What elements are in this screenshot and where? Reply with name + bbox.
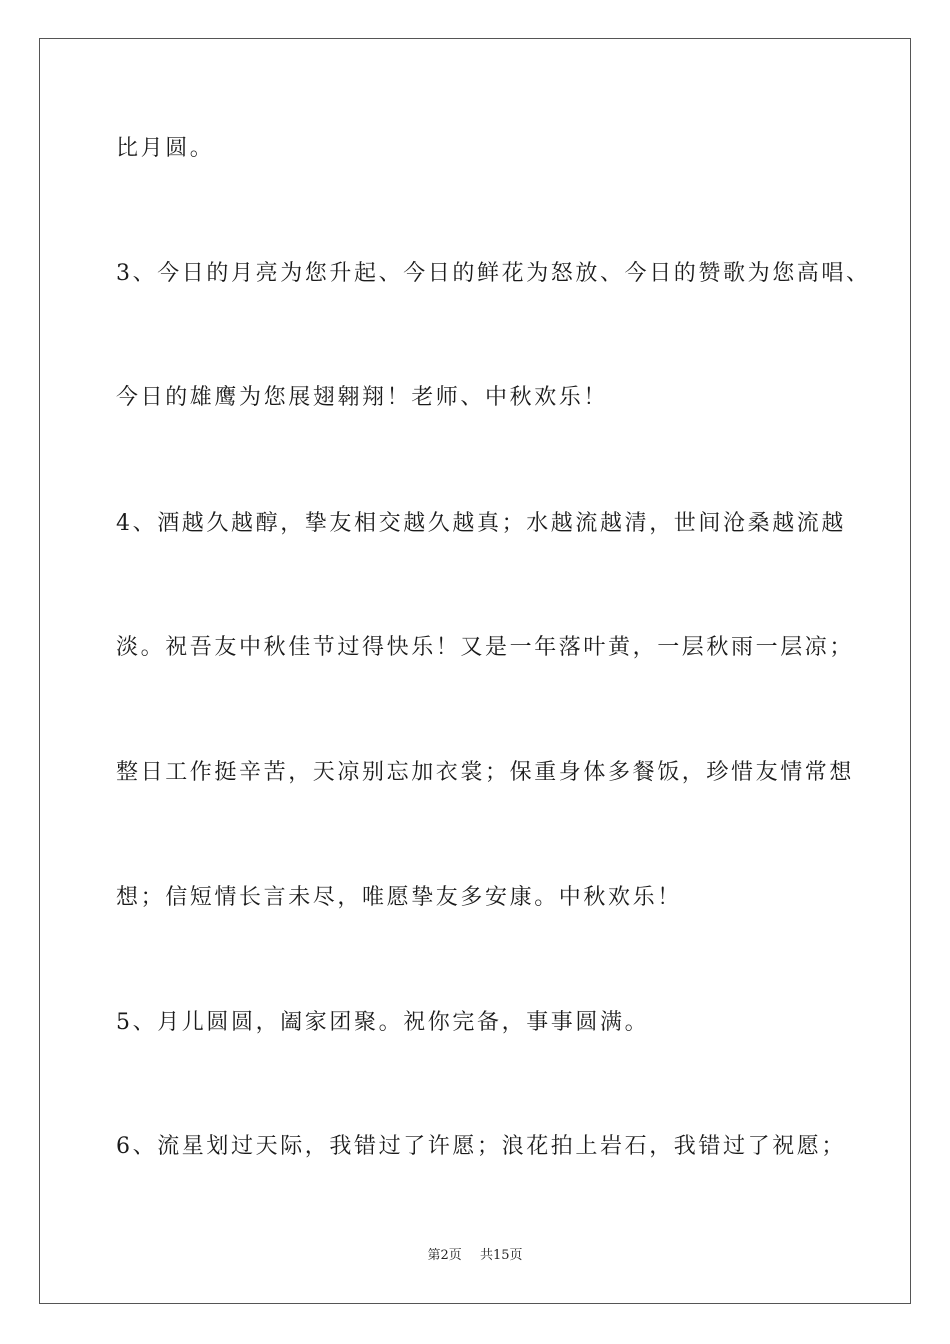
text-line: 今日的雄鹰为您展翅翱翔！老师、中秋欢乐！ xyxy=(116,385,609,410)
text-line: 整日工作挺辛苦，天凉别忘加衣裳；保重身体多餐饭，珍惜友情常想 xyxy=(116,760,855,785)
text-line: 想；信短情长言未尽，唯愿挚友多安康。中秋欢乐！ xyxy=(116,885,682,910)
page-number: 第2页 xyxy=(427,1248,462,1263)
text-line: 5、月儿圆圆，阖家团聚。祝你完备，事事圆满。 xyxy=(116,1010,650,1035)
text-line: 淡。祝吾友中秋佳节过得快乐！又是一年落叶黄，一层秋雨一层凉； xyxy=(116,635,855,660)
page-total: 共15页 xyxy=(479,1248,523,1263)
page-frame xyxy=(39,38,911,1304)
page-footer xyxy=(0,1247,950,1265)
text-line: 3、今日的月亮为您升起、今日的鲜花为怒放、今日的赞歌为您高唱、 xyxy=(116,261,871,286)
text-line: 4、酒越久越醇，挚友相交越久越真；水越流越清，世间沧桑越流越 xyxy=(116,511,846,536)
text-line: 6、流星划过天际，我错过了许愿；浪花拍上岩石，我错过了祝愿； xyxy=(116,1134,846,1159)
text-line: 比月圆。 xyxy=(116,136,215,161)
